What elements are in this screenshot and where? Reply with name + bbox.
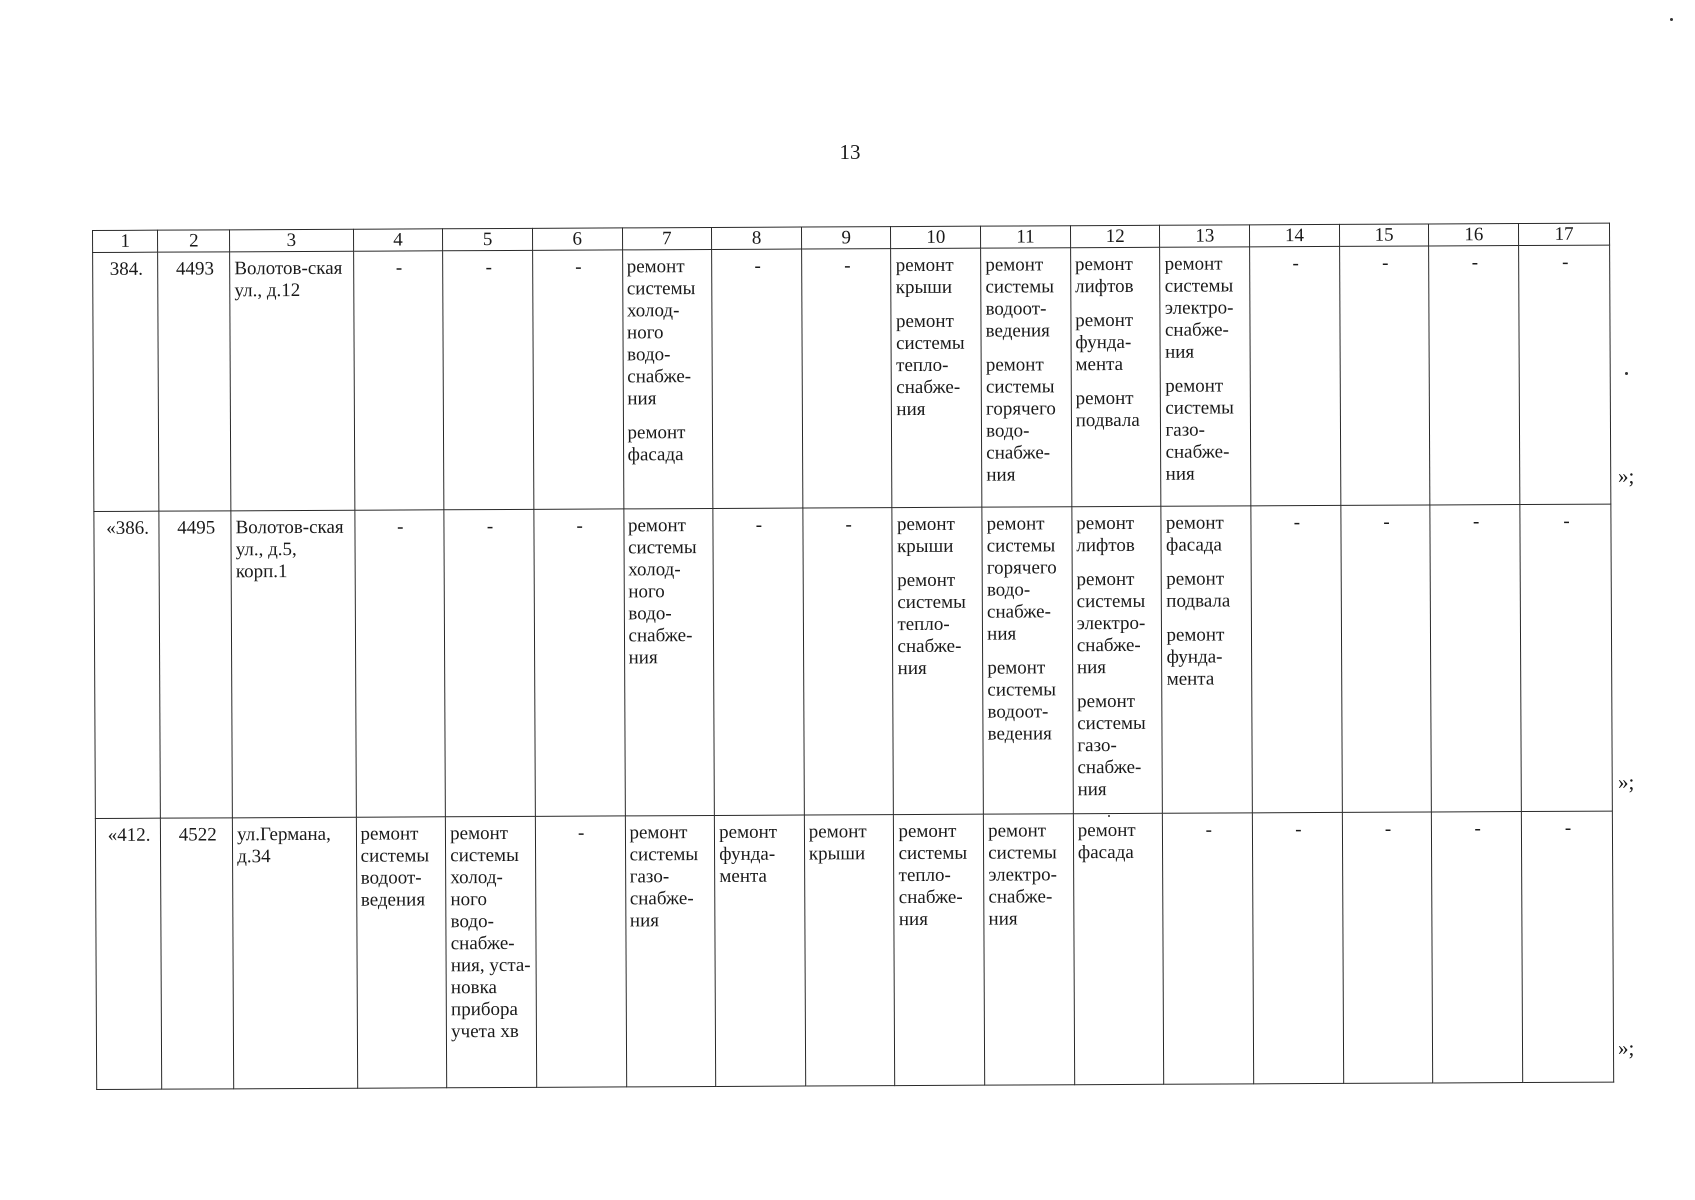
work-cell-c11 — [982, 507, 1073, 814]
work-entry: ремонт системы водоот-ведения — [360, 823, 430, 911]
work-cell-c11 — [984, 814, 1075, 1085]
address-cell: ул.Германа, д.34 — [232, 817, 357, 1089]
work-cell-c8 — [715, 815, 806, 1086]
work-cell-c9 — [804, 815, 895, 1086]
work-cell-c17: - — [1519, 245, 1611, 504]
row-number-cell: 384. — [93, 252, 160, 511]
work-entry: ремонт крыши — [896, 513, 955, 558]
work-cell-c12 — [1070, 247, 1161, 506]
header-col-11: 11 — [981, 226, 1071, 248]
header-col-5: 5 — [443, 228, 533, 250]
work-cell-c13 — [1160, 247, 1251, 506]
header-col-4: 4 — [353, 229, 443, 251]
work-cell-c4: - — [354, 510, 445, 817]
work-cell-c7 — [623, 508, 714, 815]
work-entry: ремонт системы тепло-снабже-ния — [895, 310, 965, 421]
table-row — [95, 811, 1613, 1089]
scan-speck — [1670, 18, 1673, 21]
repair-schedule-table — [92, 223, 1614, 1090]
work-entry: ремонт фунда-мента — [1075, 309, 1134, 376]
header-col-2: 2 — [158, 230, 230, 252]
work-cell-c10 — [891, 248, 982, 507]
work-cell-c5 — [446, 816, 537, 1087]
work-entry: ремонт системы водоот-ведения — [987, 657, 1057, 745]
work-cell-c9: - — [803, 508, 894, 815]
work-cell-c12 — [1073, 813, 1164, 1084]
work-entry: ремонт системы холод-ного водо-снабже-ния, уста-новка прибора учета хв — [450, 822, 531, 1043]
work-entry: ремонт системы горячего водо-снабже-ния — [986, 513, 1057, 645]
row-closing-quote: »; — [1618, 770, 1635, 794]
row-number-cell: «386. — [94, 511, 161, 818]
work-cell-c16: - — [1430, 505, 1521, 812]
header-col-8: 8 — [712, 227, 802, 249]
row-number-cell: «412. — [95, 818, 162, 1089]
address-cell: Волотов-ская ул., д.5, корп.1 — [231, 510, 356, 818]
header-col-14: 14 — [1250, 224, 1340, 246]
work-entry: ремонт системы электро-снабже-ния — [988, 820, 1057, 930]
page-number: 13 — [839, 140, 861, 164]
scan-speck — [1108, 815, 1110, 817]
header-col-3: 3 — [230, 229, 354, 252]
work-cell-c8: - — [712, 249, 803, 508]
work-cell-c6: - — [534, 509, 625, 816]
work-cell-c9: - — [801, 249, 892, 508]
work-cell-c5: - — [443, 250, 534, 509]
work-entry: ремонт лифтов — [1076, 512, 1135, 557]
header-col-7: 7 — [622, 227, 712, 249]
work-entry: ремонт крыши — [808, 821, 867, 865]
work-cell-c10 — [894, 814, 985, 1085]
work-entry: ремонт фунда-мента — [1166, 624, 1225, 690]
work-cell-c7 — [622, 249, 713, 508]
table-row — [93, 245, 1611, 511]
work-cell-c14: - — [1252, 812, 1343, 1083]
header-col-17: 17 — [1519, 223, 1610, 245]
work-cell-c14: - — [1250, 246, 1341, 505]
work-cell-c17: - — [1521, 811, 1613, 1082]
work-entry: ремонт фасада — [627, 422, 686, 466]
table-row — [94, 504, 1612, 818]
work-cell-c7 — [625, 815, 716, 1086]
building-code-cell: 4522 — [161, 818, 234, 1089]
work-entry: ремонт системы тепло-снабже-ния — [897, 569, 966, 680]
work-entry: ремонт фунда-мента — [719, 821, 778, 887]
header-col-1: 1 — [93, 230, 158, 252]
work-cell-c6: - — [532, 250, 623, 509]
work-cell-c4: - — [353, 251, 444, 510]
work-entry: ремонт системы газо-снабже-ния — [1165, 375, 1234, 485]
work-cell-c13: - — [1163, 813, 1254, 1084]
work-entry: ремонт подвала — [1166, 568, 1231, 612]
work-cell-c15: - — [1341, 505, 1432, 812]
work-cell-c10 — [892, 507, 983, 814]
header-col-13: 13 — [1160, 225, 1250, 247]
building-code-cell: 4493 — [158, 252, 231, 511]
table-body — [93, 245, 1614, 1089]
header-col-10: 10 — [891, 226, 981, 248]
work-cell-c5: - — [444, 509, 535, 816]
work-cell-c11 — [981, 248, 1072, 507]
work-entry: ремонт крыши — [895, 254, 954, 299]
header-col-15: 15 — [1339, 224, 1429, 246]
work-cell-c8: - — [713, 508, 804, 815]
work-entry: ремонт системы тепло-снабже-ния — [898, 820, 968, 931]
header-col-16: 16 — [1429, 224, 1519, 246]
work-cell-c15: - — [1342, 812, 1433, 1083]
building-code-cell: 4495 — [159, 511, 232, 818]
address-cell: Волотов-ская ул., д.12 — [230, 251, 355, 511]
work-entry: ремонт фасада — [1165, 512, 1224, 556]
scan-speck — [1625, 372, 1628, 375]
row-closing-quote: »; — [1618, 1036, 1635, 1060]
work-cell-c6: - — [535, 816, 626, 1087]
work-cell-c13 — [1161, 506, 1252, 813]
work-entry: ремонт системы газо-снабже-ния — [1077, 690, 1146, 801]
row-closing-quote: »; — [1618, 464, 1635, 488]
work-entry: ремонт системы электро-снабже-ния — [1164, 253, 1234, 363]
work-cell-c16: - — [1432, 812, 1523, 1083]
work-cell-c12 — [1072, 506, 1163, 813]
work-entry: ремонт системы холод-ного водо-снабже-ния — [627, 515, 697, 669]
work-entry: ремонт системы электро-снабже-ния — [1076, 568, 1146, 679]
header-col-6: 6 — [532, 228, 622, 250]
work-cell-c16: - — [1429, 246, 1520, 505]
work-entry: ремонт системы газо-снабже-ния — [629, 822, 699, 932]
work-entry: ремонт подвала — [1075, 387, 1140, 432]
work-entry: ремонт системы водоот-ведения — [985, 254, 1055, 342]
work-entry: ремонт системы горячего водо-снабже-ния — [985, 354, 1056, 486]
work-cell-c15: - — [1339, 246, 1430, 505]
work-entry: ремонт фасада — [1077, 819, 1136, 864]
work-cell-c17: - — [1520, 504, 1612, 811]
header-col-9: 9 — [801, 227, 891, 249]
work-cell-c14: - — [1251, 505, 1342, 812]
header-col-12: 12 — [1070, 225, 1160, 247]
work-cell-c4 — [356, 817, 447, 1088]
work-entry: ремонт лифтов — [1074, 253, 1134, 298]
work-entry: ремонт системы холод-ного водо-снабже-ния — [626, 256, 696, 410]
